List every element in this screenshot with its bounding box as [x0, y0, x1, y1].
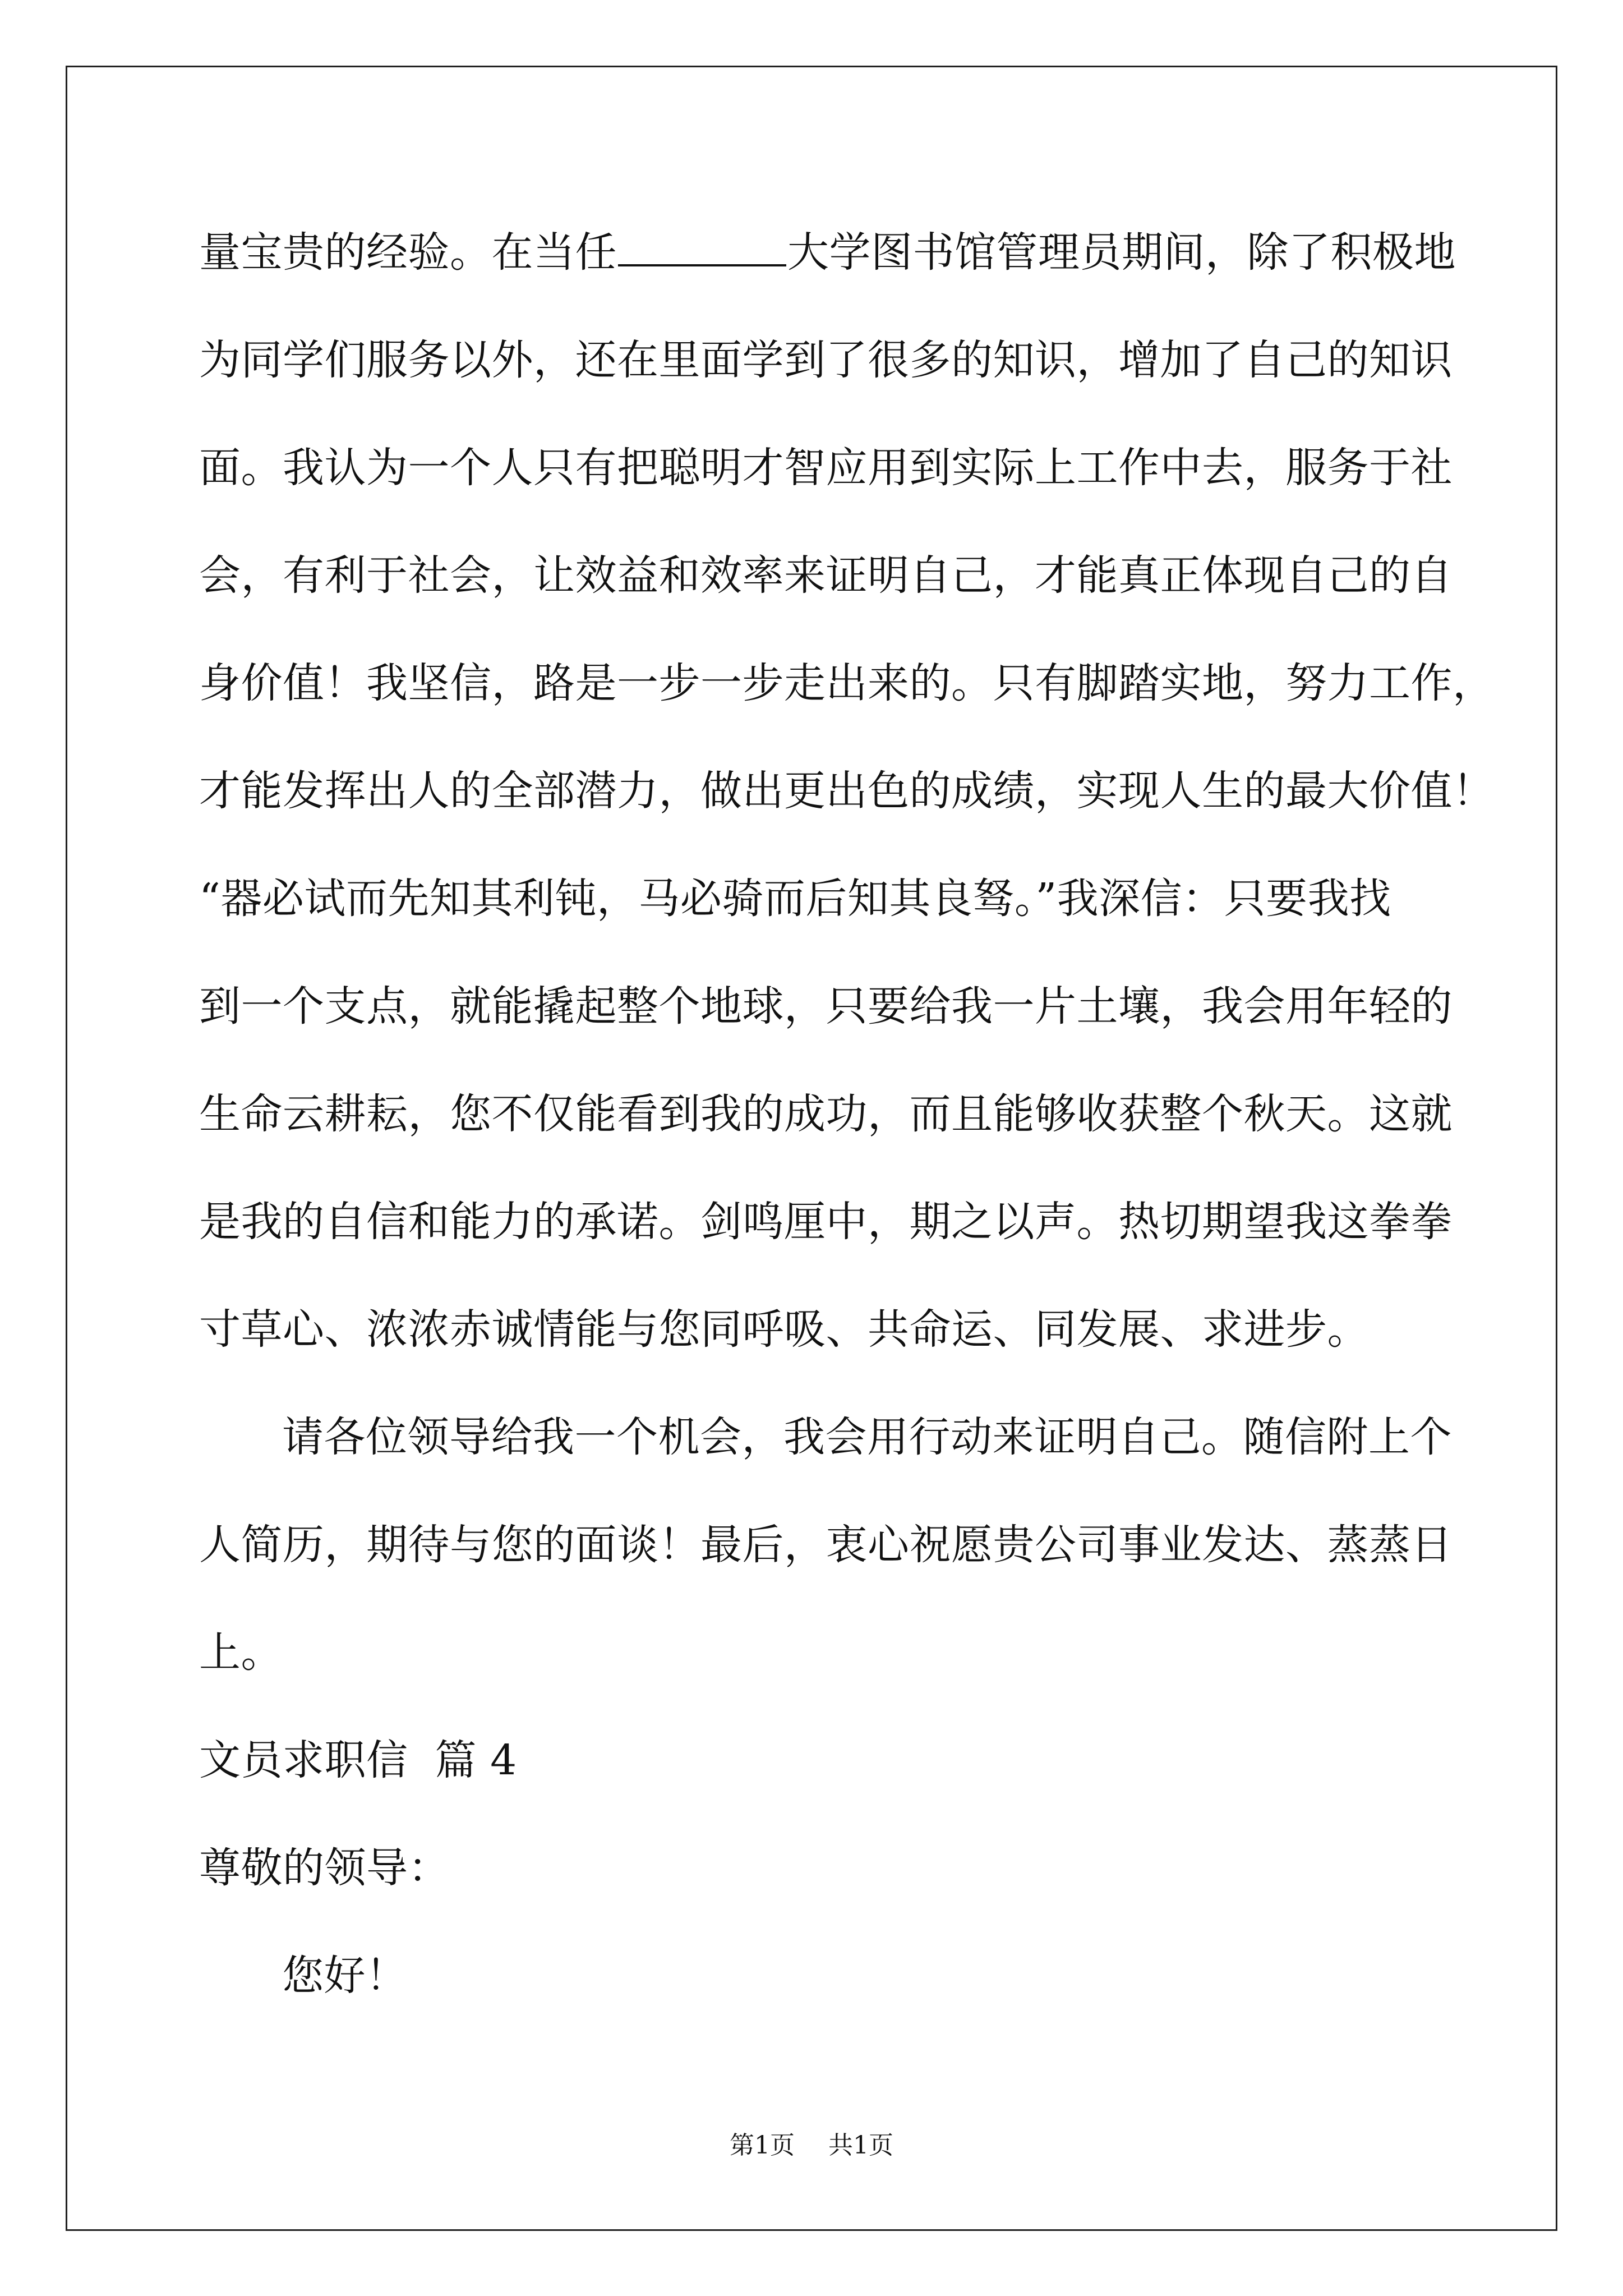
text-line: 寸草心、浓浓赤诚情能与您同呼吸、共命运、同发展、求进步。 [199, 1305, 1369, 1354]
text-line: 是我的自信和能力的承诺。剑鸣厘中，期之以声。热切期望我这拳拳 [199, 1198, 1453, 1246]
document-body [199, 212, 1495, 2043]
page-total: 共1页 [828, 2131, 893, 2160]
fill-in-blank [618, 229, 786, 266]
text-line: “器必试而先知其利钝，马必骑而后知其良驽。”我深信：只要我找 [199, 875, 1391, 923]
text-segment: 量宝贵的经验。在当任 [199, 228, 617, 277]
text-segment: 大学图书馆管理员期间，除了积极地 [787, 228, 1456, 277]
text-line: 面。我认为一个人只有把聪明才智应用到实际上工作中去，服务于社 [199, 444, 1453, 492]
text-line [199, 212, 1461, 320]
text-line: 上。 [199, 1628, 283, 1677]
text-line: 身价值！我坚信，路是一步一步走出来的。只有脚踏实地，努力工作， [199, 659, 1495, 707]
text-line: 人简历，期待与您的面谈！最后，衷心祝愿贵公司事业发达、蒸蒸日 [199, 1521, 1453, 1569]
page-number: 第1页 [730, 2131, 795, 2160]
salutation: 尊敬的领导： [199, 1844, 450, 1892]
text-line: 生命云耕耘，您不仅能看到我的成功，而且能够收获整个秋天。这就 [199, 1090, 1453, 1138]
section-title: 文员求职信 篇 4 [199, 1736, 517, 1784]
greeting: 您好！ [282, 1952, 408, 2000]
text-line: 为同学们服务以外，还在里面学到了很多的知识，增加了自己的知识 [199, 336, 1453, 384]
text-line: 会，有利于社会，让效益和效率来证明自己，才能真正体现自己的自 [199, 551, 1453, 600]
text-line: 到一个支点，就能撬起整个地球，只要给我一片土壤，我会用年轻的 [199, 982, 1453, 1030]
text-line: 才能发挥出人的全部潜力，做出更出色的成绩，实现人生的最大价值！ [199, 767, 1495, 815]
text-line: 请各位领导给我一个机会，我会用行动来证明自己。随信附上个 [282, 1413, 1452, 1461]
page-footer [0, 2129, 1623, 2162]
